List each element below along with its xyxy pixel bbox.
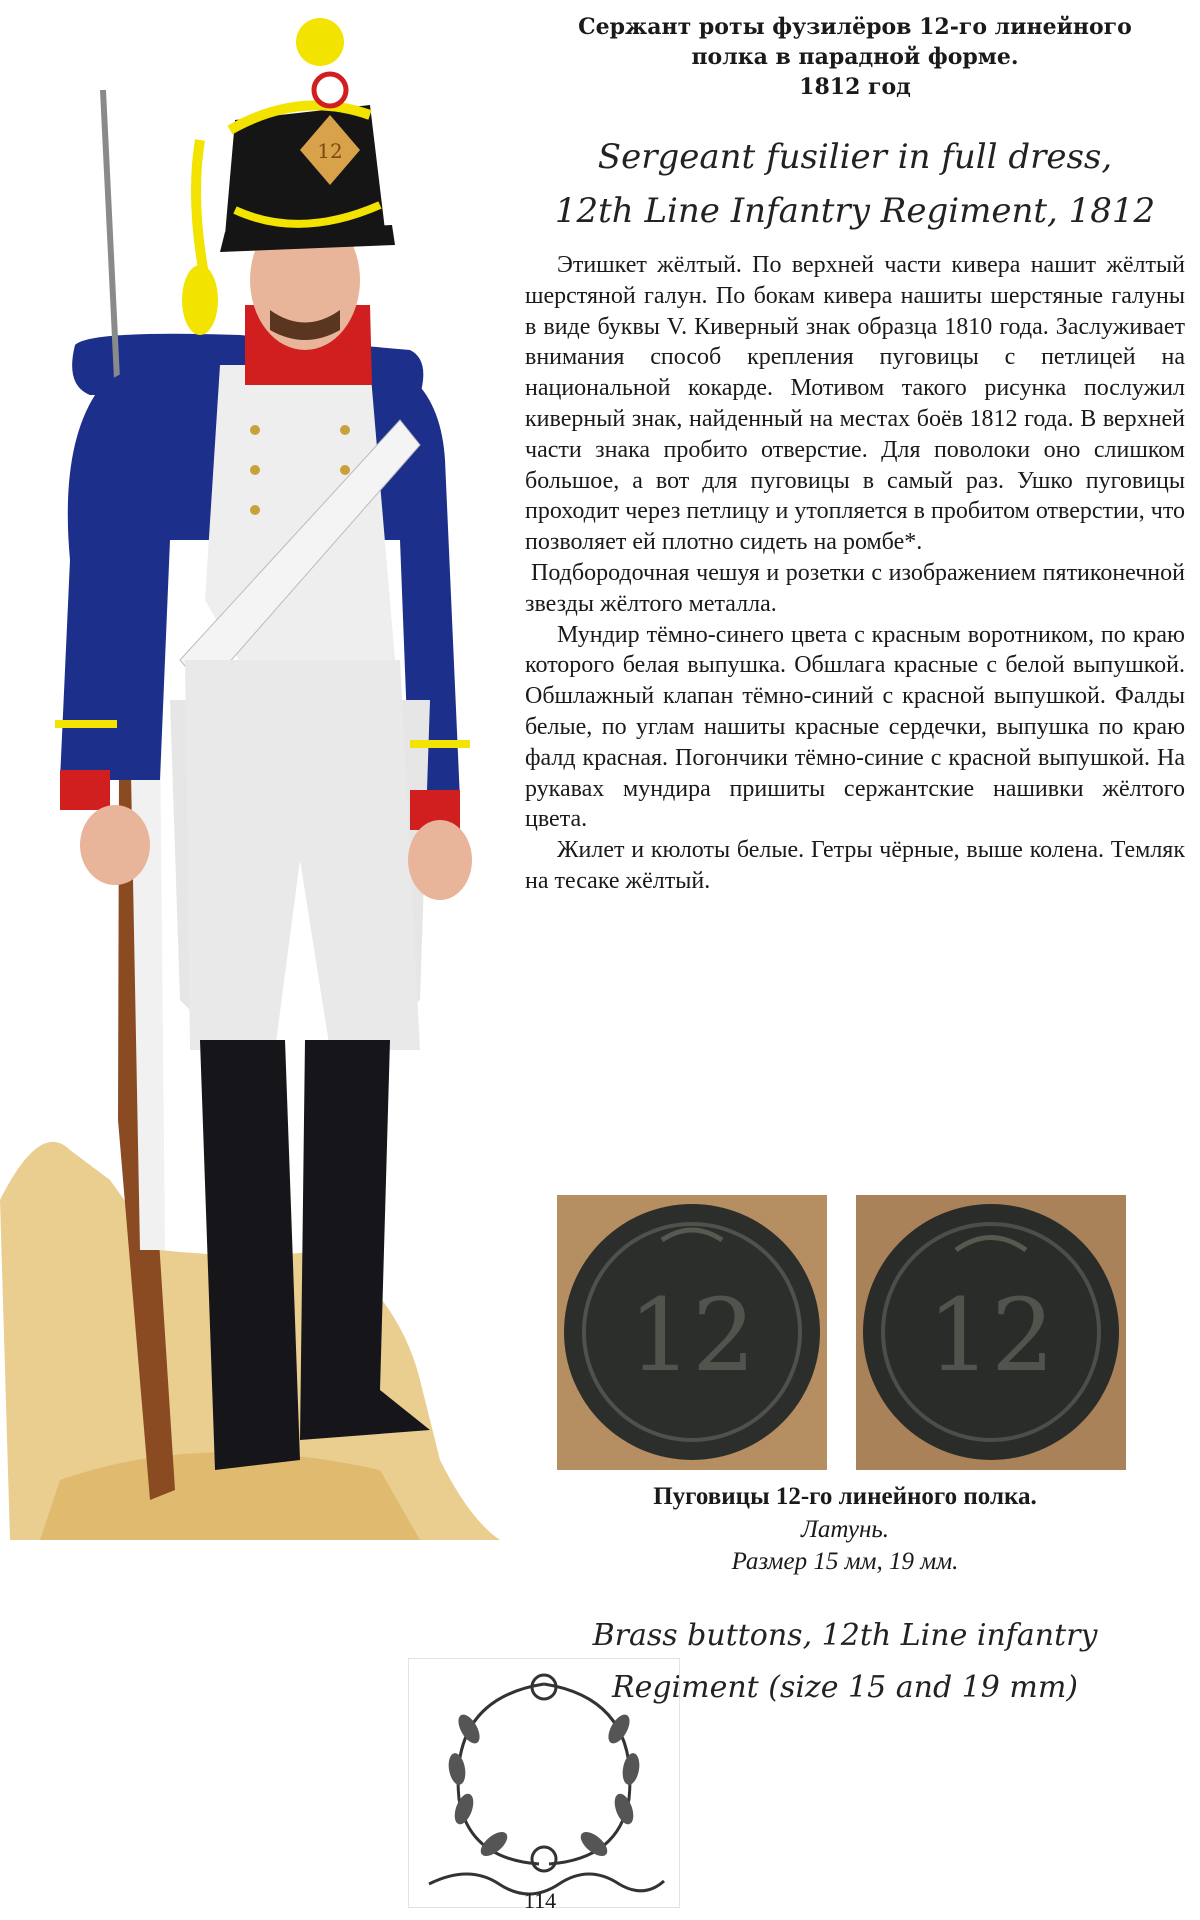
title-line-2: полка в парадной форме. bbox=[691, 44, 1019, 70]
paragraph-chinscales: Подбородочная чешуя и розетки с изображением пятиконечной звезды жёлтого металла. bbox=[525, 559, 1185, 617]
description-text bbox=[525, 250, 1185, 897]
caption-title: Пуговицы 12-го линейного полка. bbox=[653, 1483, 1037, 1510]
paragraph-waistcoat: Жилет и кюлоты белые. Гетры чёрные, выше колена. Темляк на тесаке жёлтый. bbox=[525, 837, 1185, 894]
shako-plate-number: 12 bbox=[317, 139, 343, 163]
button-number-left: 12 bbox=[628, 1277, 756, 1394]
subtitle-line-2: 12th Line Infantry Regiment, 1812 bbox=[554, 191, 1156, 231]
paragraph-coat: Мундир тёмно-синего цвета с красным воротником, по краю которого белая выпушка. Обшлага красные с белой выпушкой. Обшлажный клапан тёмно-синий с красной выпушкой. Фалды белые, по углам нашиты красные сердечки, выпушка по краю фалд красная. Погончики тёмно-синие с красной выпушкой. На рукавах мундира пришиты сержантские нашивки жёлтого цвета. bbox=[525, 621, 1185, 833]
paragraph-shako: Этишкет жёлтый. По верхней части кивера нашит жёлтый шерстяной галун. По бокам кивера нашиты шерстяные галуны в виде буквы V. Киверный знак образца 1810 года. Заслуживает внимания способ крепления пуговицы с петлицей на национальной кокарде. Мотивом такого рисунка послужил киверный знак, найденный на местах боёв 1812 года. В верхней части знака пробито отверстие. Для поволоки оно слишком большое, а вот для пуговицы в самый раз. Ушко пуговицы проходит через петлицу и утопляется в пробитом отверстии, что позволяет ей плотно сидеть на ромбе*. bbox=[525, 252, 1185, 556]
subtitle-line-1: Sergeant fusilier in full dress, bbox=[597, 137, 1113, 177]
wreath-ornament bbox=[408, 1658, 680, 1908]
caption-en-line-2: Regiment (size 15 and 19 mm) bbox=[611, 1670, 1078, 1705]
title-line-1: Сержант роты фузилёров 12-го линейного bbox=[578, 14, 1132, 40]
page-number: 114 bbox=[523, 1888, 557, 1913]
soldier-illustration bbox=[0, 0, 515, 1545]
title-line-3: 1812 год bbox=[799, 74, 911, 100]
page-title bbox=[520, 12, 1190, 102]
caption-material: Латунь. bbox=[801, 1516, 889, 1543]
button-number-right: 12 bbox=[927, 1277, 1055, 1394]
caption-en-line-1: Brass buttons, 12th Line infantry bbox=[592, 1618, 1098, 1653]
english-subtitle bbox=[520, 130, 1190, 238]
buttons-caption bbox=[560, 1480, 1130, 1578]
button-photo-left bbox=[557, 1195, 827, 1470]
button-photo-right bbox=[856, 1195, 1126, 1470]
caption-size: Размер 15 мм, 19 мм. bbox=[731, 1548, 959, 1575]
